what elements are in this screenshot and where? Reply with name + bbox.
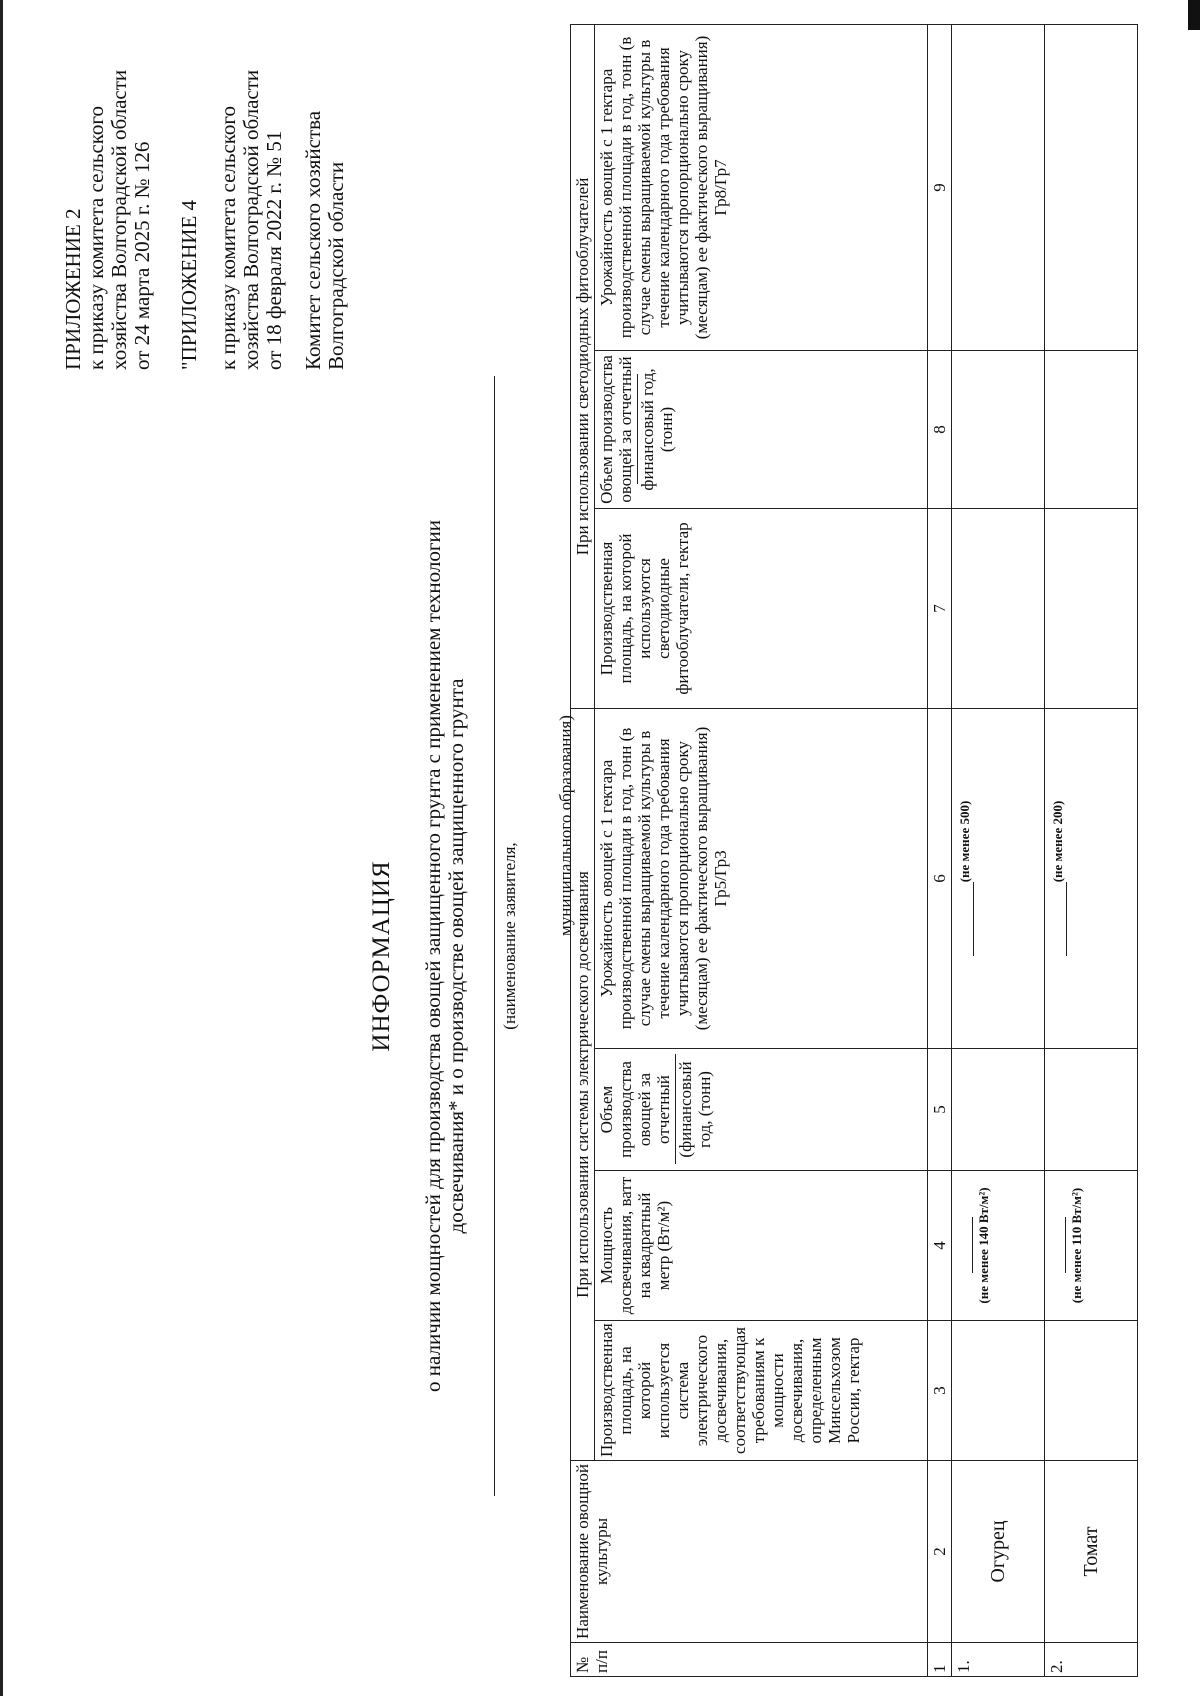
led-volume-cell[interactable] xyxy=(1045,350,1138,508)
column-number: 5 xyxy=(928,1049,952,1171)
fill-line xyxy=(1052,882,1067,956)
column-number-row xyxy=(928,24,952,1676)
header-volume-led xyxy=(595,350,928,508)
header-area-led: Производственная площадь, на которой используются светодиодные фитооблучатели, гектар xyxy=(595,508,928,708)
row-number: 1. xyxy=(952,1643,1045,1677)
fill-line xyxy=(958,1218,973,1274)
municipal-caption: муниципального образования) xyxy=(556,715,575,936)
volume-cell[interactable] xyxy=(1045,1049,1138,1171)
addressee: Волгоградской области xyxy=(324,161,348,370)
column-number: 7 xyxy=(928,508,952,708)
volume-cell[interactable] xyxy=(952,1049,1045,1171)
header-volume-electric xyxy=(595,1049,928,1171)
yield-minimum: (не менее 500) xyxy=(957,800,972,883)
header-volume-text: (финансовый год, (тонн) xyxy=(676,1061,714,1158)
led-area-cell[interactable] xyxy=(952,508,1045,708)
power-minimum: (не менее 140 Вт/м²) xyxy=(976,1187,991,1304)
approval-block xyxy=(62,0,348,370)
column-number: 3 xyxy=(928,1321,952,1461)
document-subtitle: о наличии мощностей для производства овощей защищенного грунта с применением технологии досвечивания* и о производстве овощей защищенного грунта xyxy=(421,520,468,1392)
header-group-led: При использовании светодиодных фитооблучателей xyxy=(571,24,595,708)
approval-text: хозяйства Волгоградской области xyxy=(107,69,131,370)
fill-line xyxy=(959,882,974,956)
led-yield-cell[interactable] xyxy=(1045,24,1138,350)
led-yield-cell[interactable] xyxy=(952,24,1045,350)
appendix-title: "ПРИЛОЖЕНИЕ 4 xyxy=(177,199,201,370)
column-number: 4 xyxy=(928,1171,952,1321)
approval-date: от 24 марта 2025 г. № 126 xyxy=(130,141,154,370)
header-yield-electric: Урожайность овощей с 1 гектара производственной площади в год, тонн (в случае смены выращиваемой культуры в течение календарного года требования учитываются пропорционально сроку (месяцам) ее фактического выращивания) Гр5/Гр3 xyxy=(595,708,928,1048)
led-area-cell[interactable] xyxy=(1045,508,1138,708)
area-cell[interactable] xyxy=(952,1321,1045,1461)
power-minimum: (не менее 110 Вт/м²) xyxy=(1069,1187,1084,1304)
row-number: 2. xyxy=(1045,1643,1138,1677)
approval-date: от 18 февраля 2022 г. № 51 xyxy=(262,130,286,370)
table-row xyxy=(1045,24,1138,1676)
approval-text: хозяйства Волгоградской области xyxy=(239,69,263,370)
capacity-table xyxy=(570,24,1138,1677)
header-culture: Наименование овощной культуры xyxy=(571,1461,928,1643)
yield-cell[interactable] xyxy=(952,708,1045,1048)
power-cell[interactable] xyxy=(952,1171,1045,1321)
document-title: ИНФОРМАЦИЯ xyxy=(368,860,395,1052)
approval-text: к приказу комитета сельского xyxy=(84,105,108,370)
header-volume-text: финансовый год, (тонн) xyxy=(638,368,676,491)
applicant-name-line xyxy=(494,376,495,1496)
column-number: 6 xyxy=(928,708,952,1048)
header-num: № п/п xyxy=(571,1643,928,1677)
column-number: 8 xyxy=(928,350,952,508)
header-yield-led: Урожайность овощей с 1 гектара производственной площади в год, тонн (в случае смены выращиваемой культуры в течение календарного года требования учитываются пропорционально сроку (месяцам) ее фактического выращивания) Гр8/Гр7 xyxy=(595,24,928,350)
approval-text: к приказу комитета сельского xyxy=(216,105,240,370)
appendix-title: ПРИЛОЖЕНИЕ 2 xyxy=(61,208,85,370)
yield-minimum: (не менее 200) xyxy=(1050,800,1065,883)
header-power: Мощность досвечивания, ватт на квадратный метр (Вт/м²) xyxy=(595,1171,928,1321)
column-number: 9 xyxy=(928,24,952,350)
culture-name: Огурец xyxy=(952,1461,1045,1643)
fill-line xyxy=(1051,1218,1066,1274)
area-cell[interactable] xyxy=(1045,1321,1138,1461)
header-volume-text: Объем производства овощей за отчетный xyxy=(597,1061,673,1158)
column-number: 2 xyxy=(928,1461,952,1643)
column-number: 1 xyxy=(928,1643,952,1677)
led-volume-cell[interactable] xyxy=(952,350,1045,508)
addressee: Комитет сельского хозяйства xyxy=(301,110,325,370)
header-area-electric: Производственная площадь, на которой используется система электрического досвечивания, соответствующая требованиям к мощности досвечивания, определенным Минсельхозом России, гектар xyxy=(595,1321,928,1461)
culture-name: Томат xyxy=(1045,1461,1138,1643)
yield-cell[interactable] xyxy=(1045,708,1138,1048)
header-group-electric: При использовании системы электрического досвечивания xyxy=(571,708,595,1460)
power-cell[interactable] xyxy=(1045,1171,1138,1321)
table-row xyxy=(952,24,1045,1676)
header-volume-text: Объем производства овощей за отчетный xyxy=(597,355,635,504)
applicant-caption: (наименование заявителя, xyxy=(500,842,519,1030)
